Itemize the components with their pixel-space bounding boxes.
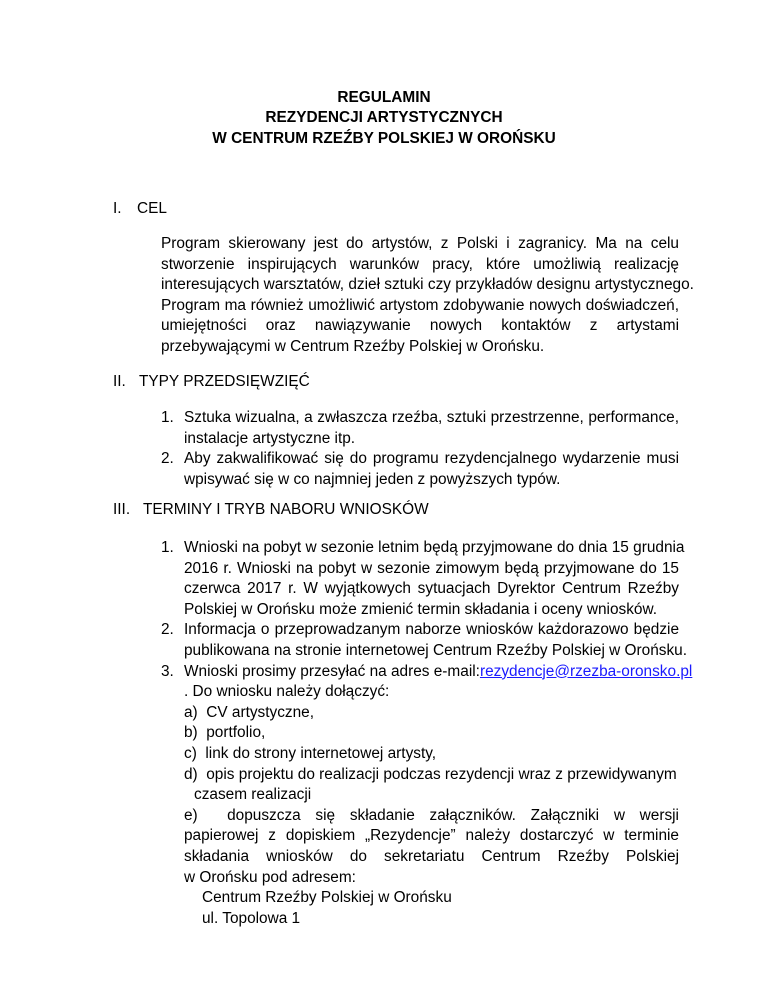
list-item-line: . Do wniosku należy dołączyć:: [184, 683, 390, 701]
sub-item-d-continued: czasem realizacji: [194, 786, 312, 804]
section-title: TERMINY I TRYB NABORU WNIOSKÓW: [143, 501, 429, 518]
sub-item-c: [184, 744, 679, 765]
paragraph-line: przebywającymi w Centrum Rzeźby Polskiej w Orońsku.: [161, 337, 545, 355]
list-item-line: Wnioski na pobyt w sezonie letnim będą przyjmowane do dnia 15 grudnia: [184, 539, 685, 556]
list-item: [161, 408, 679, 449]
sub-item-d: [184, 765, 679, 786]
sub-text: portfolio,: [206, 724, 266, 742]
address-line-2: ul. Topolowa 1: [202, 909, 301, 927]
list-item-line: 2016 r. Wnioski na pobyt w sezonie zimowym będą przyjmowane do 15: [184, 559, 679, 577]
list-marker: 2.: [161, 621, 174, 639]
section-heading-typy: [113, 372, 310, 393]
list-item-line: Informacja o przeprowadzanym naborze wniosków każdorazowo będzie: [184, 621, 679, 639]
sub-item-a: [184, 703, 679, 724]
terminy-list: [161, 538, 693, 929]
typy-list: [161, 408, 679, 490]
address-line-1: Centrum Rzeźby Polskiej w Orońsku: [202, 889, 452, 907]
sub-text: CV artystyczne,: [206, 703, 315, 721]
paragraph-line: umiejętności oraz nawiązywanie nowych kontaktów z artystami: [161, 317, 679, 335]
section-number: II.: [113, 373, 126, 390]
sub-text: dopuszcza się składanie załączników. Załączniki w wersji: [227, 806, 679, 824]
sub-item-b: [184, 723, 679, 744]
sub-item-e-line: składania wniosków do sekretariatu Centrum Rzeźby Polskiej: [184, 847, 679, 865]
list-item-line: wpisywać się w co najmniej jeden z powyższych typów.: [184, 470, 561, 488]
section-number: III.: [113, 501, 131, 518]
list-item-line: Aby zakwalifikować się do programu rezydencjalnego wydarzenie musi: [184, 450, 679, 468]
section-title: TYPY PRZEDSIĘWZIĘĆ: [139, 373, 310, 390]
list-marker: 2.: [161, 450, 174, 468]
title-line-3: W CENTRUM RZEŹBY POLSKIEJ W OROŃSKU: [212, 129, 556, 147]
list-item-line: Sztuka wizualna, a zwłaszcza rzeźba, sztuki przestrzenne, performance,: [184, 409, 679, 426]
list-item-line: publikowana na stronie internetowej Centrum Rzeźby Polskiej w Orońsku.: [184, 641, 687, 659]
section-cel-paragraph: [161, 234, 694, 358]
list-item: [161, 662, 693, 930]
section-title: CEL: [137, 200, 167, 217]
email-link[interactable]: rezydencje@rzezba-oronsko.pl: [479, 662, 693, 680]
sub-marker: c): [184, 744, 197, 762]
list-item: [161, 538, 685, 620]
document-title: [0, 88, 768, 149]
section-number: I.: [113, 200, 122, 217]
list-marker: 1.: [161, 539, 174, 556]
sub-item-e: [184, 806, 679, 827]
list-item-line: instalacje artystyczne itp.: [184, 429, 356, 447]
sub-text: opis projektu do realizacji podczas rezydencji wraz z przewidywanym: [206, 765, 677, 783]
sub-marker: d): [184, 765, 198, 783]
sub-text: link do strony internetowej artysty,: [205, 744, 437, 762]
sub-item-e-line: papierowej z dopiskiem „Rezydencje” należy dostarczyć w terminie: [184, 827, 679, 845]
sub-item-e-line: w Orońsku pod adresem:: [184, 868, 356, 886]
paragraph-line: stworzenie inspirujących warunków pracy, które umożliwią realizację: [161, 255, 679, 273]
list-marker: 3.: [161, 662, 174, 680]
list-item-line: Polskiej w Orońsku może zmienić termin składania i oceny wniosków.: [184, 600, 658, 618]
list-marker: 1.: [161, 409, 174, 426]
list-item-line: czerwca 2017 r. W wyjątkowych sytuacjach Dyrektor Centrum Rzeźby: [184, 580, 679, 598]
section-heading-cel: [113, 199, 167, 220]
sub-marker: a): [184, 703, 198, 721]
email-intro: Wnioski prosimy przesyłać na adres e-mail:: [184, 662, 480, 680]
list-item: [161, 449, 679, 490]
paragraph-line: Program skierowany jest do artystów, z Polski i zagranicy. Ma na celu: [161, 235, 679, 252]
list-item-line: [184, 662, 693, 683]
section-heading-terminy: [113, 500, 429, 521]
paragraph-line: interesujących warsztatów, dzieł sztuki czy przykładów designu artystycznego.: [161, 276, 694, 294]
sub-marker: b): [184, 724, 198, 742]
list-item: [161, 620, 687, 661]
sub-marker: e): [184, 806, 198, 824]
title-line-1: REGULAMIN: [337, 89, 431, 106]
title-line-2: REZYDENCJI ARTYSTYCZNYCH: [265, 109, 503, 127]
paragraph-line: Program ma również umożliwić artystom zdobywanie nowych doświadczeń,: [161, 296, 679, 314]
